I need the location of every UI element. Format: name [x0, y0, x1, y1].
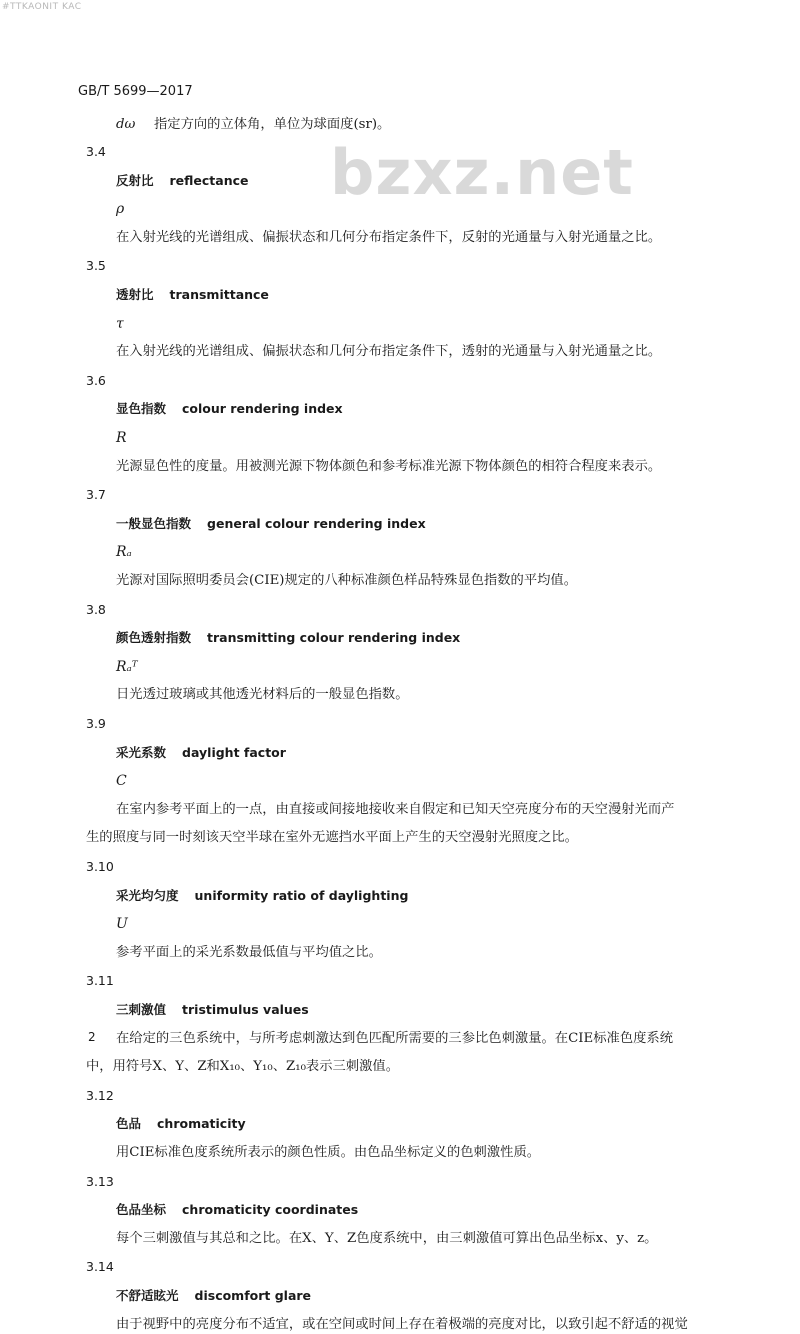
definition-line: 中，用符号X、Y、Z和X₁₀、Y₁₀、Z₁₀表示三刺激值。 — [86, 1059, 399, 1075]
term-en: chromaticity coordinates — [182, 1202, 359, 1218]
term-symbol: R — [116, 430, 127, 446]
definition-line: 光源显色性的度量。用被测光源下物体颜色和参考标准光源下物体颜色的相符合程度来表示。 — [116, 458, 662, 474]
definition-line: 光源对国际照明委员会(CIE)规定的八种标准颜色样品特殊显色指数的平均值。 — [116, 573, 578, 588]
definition-line: 每个三刺激值与其总和之比。在X、Y、Z色度系统中，由三刺激值可算出色品坐标x、y、z。 — [116, 1230, 658, 1246]
term-zh: 色品 — [116, 1116, 142, 1132]
standard-number: GB/T 5699—2017 — [78, 84, 193, 99]
section-number: 3.9 — [86, 716, 106, 731]
term-en: reflectance — [169, 172, 249, 188]
term-symbol: ρ — [116, 201, 125, 218]
term-en: uniformity ratio of daylighting — [194, 887, 409, 903]
term-heading — [116, 515, 426, 533]
term-en: colour rendering index — [182, 401, 343, 417]
top-edge-mark: #TTKAONIT KAC — [2, 2, 82, 12]
term-zh: 采光系数 — [116, 744, 167, 760]
term-symbol: C — [116, 773, 127, 790]
definition-line: 由于视野中的亮度分布不适宜，或在空间或时间上存在着极端的亮度对比，以致引起不舒适的视觉 — [116, 1316, 688, 1332]
term-symbol: Rₐ — [116, 544, 132, 561]
term-heading — [116, 1287, 311, 1305]
intro-text: 指定方向的立体角，单位为球面度(sr)。 — [154, 117, 391, 132]
term-heading — [116, 1001, 309, 1019]
section-number: 3.8 — [86, 601, 106, 617]
term-heading — [116, 286, 269, 304]
term-heading — [116, 887, 408, 905]
section-number: 3.10 — [86, 859, 114, 874]
term-en: transmitting colour rendering index — [207, 630, 461, 646]
section-number: 3.7 — [86, 487, 106, 503]
term-symbol: Rₐᵀ — [116, 658, 138, 675]
section-number: 3.12 — [86, 1087, 114, 1103]
term-heading — [116, 1201, 358, 1219]
term-zh: 透射比 — [116, 287, 154, 302]
section-number: 3.4 — [86, 144, 106, 159]
term-en: daylight factor — [182, 744, 286, 760]
term-en: tristimulus values — [182, 1002, 309, 1017]
term-zh: 色品坐标 — [116, 1202, 167, 1218]
term-en: general colour rendering index — [207, 515, 426, 531]
section-number: 3.5 — [86, 258, 106, 274]
term-heading — [116, 1115, 246, 1133]
definition-line: 日光透过玻璃或其他透光材料后的一般显色指数。 — [116, 687, 409, 703]
intro-line — [116, 116, 390, 134]
section-number: 3.6 — [86, 372, 106, 388]
definition-line: 用CIE标准色度系统所表示的颜色性质。由色品坐标定义的色刺激性质。 — [116, 1145, 541, 1160]
term-symbol: U — [116, 916, 128, 933]
term-zh: 一般显色指数 — [116, 515, 192, 531]
definition-line: 生的照度与同一时刻该天空半球在室外无遮挡水平面上产生的天空漫射光照度之比。 — [86, 830, 578, 846]
intro-symbol: dω — [116, 117, 136, 132]
term-heading — [116, 172, 249, 190]
section-number: 3.14 — [86, 1259, 114, 1275]
term-zh: 反射比 — [116, 172, 154, 188]
term-zh: 采光均匀度 — [116, 887, 179, 903]
term-zh: 显色指数 — [116, 401, 167, 417]
definition-line: 在入射光线的光谱组成、偏振状态和几何分布指定条件下，透射的光通量与入射光通量之比。 — [116, 344, 662, 360]
term-symbol: τ — [116, 315, 124, 332]
term-en: transmittance — [169, 287, 269, 302]
term-zh: 不舒适眩光 — [116, 1288, 179, 1303]
term-heading — [116, 400, 343, 418]
page-number: 2 — [88, 1030, 96, 1044]
definition-line: 参考平面上的采光系数最低值与平均值之比。 — [116, 944, 382, 960]
term-en: discomfort glare — [194, 1288, 312, 1303]
definition-line: 在给定的三色系统中，与所考虑刺激达到色匹配所需要的三参比色刺激量。在CIE标准色度系统 — [116, 1030, 674, 1046]
term-zh: 颜色透射指数 — [116, 630, 192, 646]
section-number: 3.13 — [86, 1173, 114, 1189]
term-heading — [116, 744, 286, 762]
watermark: bzxz.net — [330, 136, 634, 209]
term-zh: 三刺激值 — [116, 1002, 167, 1017]
section-number: 3.11 — [86, 973, 114, 989]
term-en: chromaticity — [157, 1116, 246, 1132]
term-heading — [116, 629, 460, 647]
definition-line: 在室内参考平面上的一点，由直接或间接地接收来自假定和已知天空亮度分布的天空漫射光而产 — [116, 801, 675, 817]
definition-line: 在入射光线的光谱组成、偏振状态和几何分布指定条件下，反射的光通量与入射光通量之比。 — [116, 229, 662, 245]
